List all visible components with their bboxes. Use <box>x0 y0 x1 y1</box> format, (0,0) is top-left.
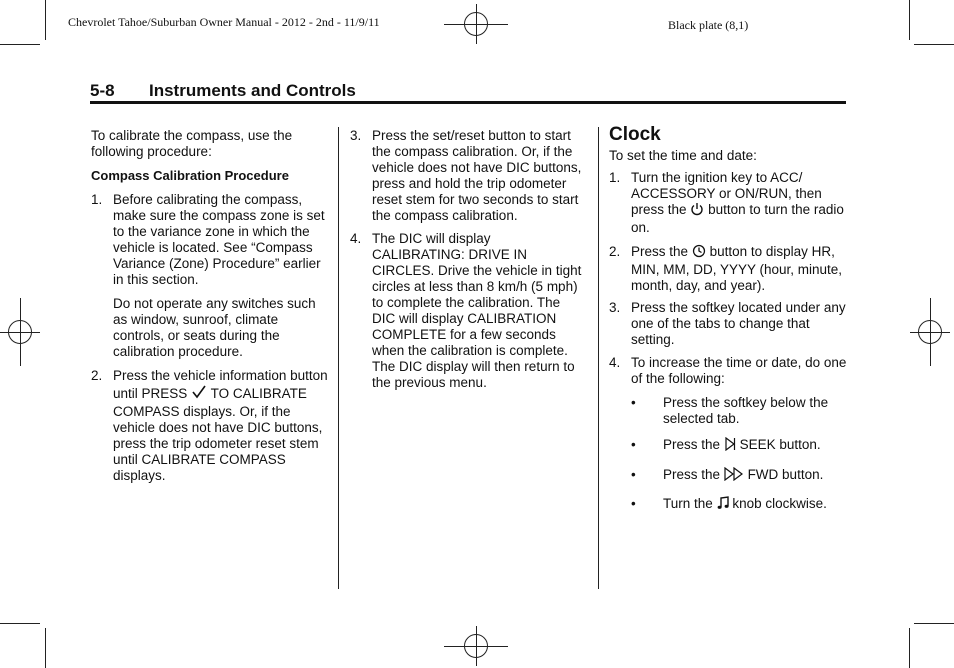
step-number: 2. <box>609 244 621 259</box>
crop-mark <box>909 628 910 668</box>
crop-mark <box>0 44 40 45</box>
step-text: Press the <box>631 244 689 259</box>
section-number: 5-8 <box>90 81 115 100</box>
step-text: Press the softkey located under any one of the tabs to change that setting. <box>631 300 846 347</box>
bullet-dot: • <box>631 496 636 511</box>
crop-mark <box>914 623 954 624</box>
step-text: button to turn the radio on. <box>631 202 844 235</box>
crop-mark <box>0 623 40 624</box>
step-text: Before calibrating the compass, make sure the compass zone is set to the variance zone in which the vehicle is located. See “Compass Variance (Zone) Procedure” earlier in this section. <box>113 192 325 287</box>
registration-mark <box>0 312 40 352</box>
note-text: Do not operate any switches such as window, sunroof, climate controls, or seats during the calibration procedure. <box>113 296 316 359</box>
crop-mark <box>909 0 910 40</box>
bullet-item <box>609 496 849 514</box>
bullet-item <box>609 395 849 427</box>
column-divider <box>598 127 599 589</box>
plate-label: Black plate (8,1) <box>668 18 749 32</box>
bullet-item <box>609 437 849 455</box>
list-item <box>91 368 331 484</box>
note-paragraph <box>91 296 331 360</box>
crop-mark <box>45 628 46 668</box>
column-1 <box>91 128 331 484</box>
bullet-dot: • <box>631 395 636 410</box>
crop-mark <box>45 0 46 40</box>
crop-mark <box>914 44 954 45</box>
step-text: TO CALIBRATE COMPASS displays. Or, if the vehicle does not have DIC buttons, press the trip odometer reset stem until CALIBRATE COMPASS displays. <box>113 386 323 483</box>
compass-intro: To calibrate the compass, use the following procedure: <box>91 128 293 159</box>
step-text: Turn the ignition key to ACC/ ACCESSORY or ON/RUN, then press the <box>631 170 822 217</box>
bullet-text: knob clockwise. <box>732 496 827 511</box>
column-2 <box>350 128 586 391</box>
list-item <box>609 355 849 387</box>
manual-info: Chevrolet Tahoe/Suburban Owner Manual - 2012 - 2nd - 11/9/11 <box>68 15 380 29</box>
registration-mark <box>910 312 950 352</box>
step-text: To increase the time or date, do one of the following: <box>631 355 847 386</box>
column-3 <box>609 124 849 514</box>
step-number: 4. <box>350 231 362 246</box>
registration-mark <box>456 626 496 666</box>
power-icon <box>690 202 704 220</box>
bullet-text: SEEK button. <box>739 437 821 452</box>
bullet-text: Press the softkey below the selected tab. <box>663 395 829 426</box>
fast-forward-icon <box>724 467 744 485</box>
step-number: 3. <box>609 300 621 315</box>
list-item <box>609 244 849 294</box>
bullet-item <box>609 467 849 485</box>
bullet-dot: • <box>631 437 636 452</box>
bullet-text: Turn the <box>663 496 713 511</box>
bullet-text: FWD button. <box>747 467 824 482</box>
list-item <box>609 170 849 236</box>
bullet-dot: • <box>631 467 636 482</box>
heading-rule <box>90 101 846 104</box>
clock-icon <box>692 244 706 262</box>
step-number: 1. <box>609 170 621 185</box>
list-item <box>350 231 586 391</box>
section-title: Instruments and Controls <box>149 81 356 100</box>
list-item <box>91 192 331 288</box>
bullet-text: Press the <box>663 437 721 452</box>
column-divider <box>338 127 339 589</box>
step-number: 1. <box>91 192 103 207</box>
step-text: Press the vehicle information button until PRESS <box>113 368 328 401</box>
music-note-icon <box>717 496 729 514</box>
bullet-text: Press the <box>663 467 721 482</box>
checkmark-icon <box>191 384 207 404</box>
seek-icon <box>724 437 736 455</box>
list-item <box>609 300 849 348</box>
list-item <box>350 128 586 224</box>
clock-intro: To set the time and date: <box>609 148 757 163</box>
clock-title: Clock <box>609 124 661 145</box>
step-text: button to display HR, MIN, MM, DD, YYYY (hour, minute, month, day, and year). <box>631 244 843 293</box>
step-number: 3. <box>350 128 362 143</box>
step-number: 2. <box>91 368 103 383</box>
step-text: The DIC will display CALIBRATING: DRIVE IN CIRCLES. Drive the vehicle in tight circles at less than 8 km/h (5 mph) to complete the calibration. The DIC will display CALIBRATION COMPLETE for a few seconds when the calibration is complete. The DIC display will then return to the previous menu. <box>372 231 582 390</box>
step-number: 4. <box>609 355 621 370</box>
compass-subheading: Compass Calibration Procedure <box>91 168 289 183</box>
registration-mark <box>456 4 496 44</box>
step-text: Press the set/reset button to start the compass calibration. Or, if the vehicle does not have DIC buttons, press and hold the trip odometer reset stem for two seconds to start the compass calibration. <box>372 128 582 223</box>
